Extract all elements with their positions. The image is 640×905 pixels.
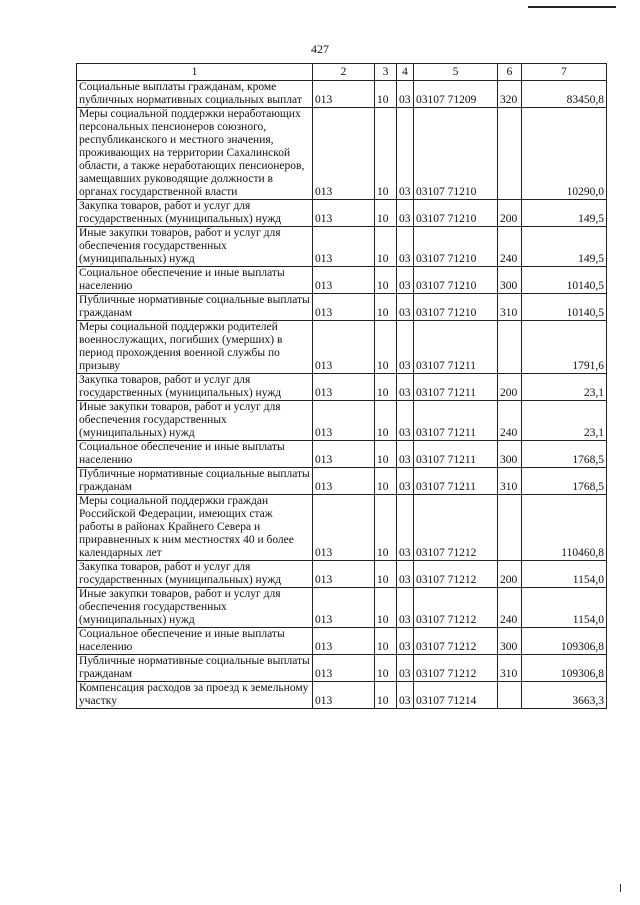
cell-col-5: 03107 71212 <box>414 588 498 628</box>
cell-col-2: 013 <box>313 588 375 628</box>
row-name-cell: Публичные нормативные социальные выплаты гражданам <box>77 655 313 682</box>
cell-col-6 <box>498 321 522 374</box>
cell-col-6: 240 <box>498 588 522 628</box>
column-header-2: 2 <box>313 64 375 81</box>
cell-col-5: 03107 71210 <box>414 227 498 267</box>
cell-col-4: 03 <box>397 81 414 108</box>
table-row <box>77 108 607 200</box>
row-name-cell: Компенсация расходов за проезд к земельному участку <box>77 682 313 709</box>
cell-col-7: 10140,5 <box>522 267 607 294</box>
cell-col-6: 310 <box>498 468 522 495</box>
row-name-cell: Социальное обеспечение и иные выплаты населению <box>77 267 313 294</box>
cell-col-5: 03107 71211 <box>414 401 498 441</box>
cell-col-2: 013 <box>313 321 375 374</box>
column-header-7: 7 <box>522 64 607 81</box>
row-name-cell: Публичные нормативные социальные выплаты гражданам <box>77 294 313 321</box>
table-row <box>77 588 607 628</box>
cell-col-4: 03 <box>397 468 414 495</box>
margin-tick <box>620 884 621 892</box>
budget-table-container <box>76 63 607 709</box>
cell-col-6 <box>498 682 522 709</box>
cell-col-7: 10290,0 <box>522 108 607 200</box>
cell-col-4: 03 <box>397 628 414 655</box>
cell-col-4: 03 <box>397 321 414 374</box>
cell-col-2: 013 <box>313 81 375 108</box>
table-row <box>77 655 607 682</box>
cell-col-7: 23,1 <box>522 401 607 441</box>
cell-col-4: 03 <box>397 682 414 709</box>
cell-col-2: 013 <box>313 200 375 227</box>
table-row <box>77 267 607 294</box>
row-name-cell: Иные закупки товаров, работ и услуг для обеспечения государственных (муниципальных) нужд <box>77 227 313 267</box>
cell-col-2: 013 <box>313 468 375 495</box>
cell-col-6: 300 <box>498 628 522 655</box>
cell-col-7: 149,5 <box>522 227 607 267</box>
cell-col-6: 300 <box>498 441 522 468</box>
cell-col-6: 240 <box>498 227 522 267</box>
cell-col-3: 10 <box>375 294 397 321</box>
cell-col-7: 1154,0 <box>522 588 607 628</box>
cell-col-5: 03107 71212 <box>414 628 498 655</box>
cell-col-5: 03107 71210 <box>414 200 498 227</box>
cell-col-4: 03 <box>397 441 414 468</box>
cell-col-4: 03 <box>397 401 414 441</box>
cell-col-3: 10 <box>375 401 397 441</box>
cell-col-3: 10 <box>375 441 397 468</box>
table-row <box>77 682 607 709</box>
column-header-4: 4 <box>397 64 414 81</box>
cell-col-3: 10 <box>375 81 397 108</box>
row-name-cell: Социальное обеспечение и иные выплаты населению <box>77 628 313 655</box>
cell-col-4: 03 <box>397 374 414 401</box>
row-name-cell: Меры социальной поддержки граждан Российской Федерации, имеющих стаж работы в районах Крайнего Севера и приравненных к ним местностях 40 и более календарных лет <box>77 495 313 561</box>
cell-col-5: 03107 71212 <box>414 655 498 682</box>
cell-col-6: 310 <box>498 655 522 682</box>
cell-col-6: 200 <box>498 200 522 227</box>
cell-col-4: 03 <box>397 267 414 294</box>
cell-col-6: 240 <box>498 401 522 441</box>
row-name-cell: Публичные нормативные социальные выплаты гражданам <box>77 468 313 495</box>
cell-col-4: 03 <box>397 294 414 321</box>
cell-col-4: 03 <box>397 588 414 628</box>
cell-col-3: 10 <box>375 655 397 682</box>
cell-col-5: 03107 71210 <box>414 294 498 321</box>
cell-col-4: 03 <box>397 495 414 561</box>
cell-col-5: 03107 71210 <box>414 108 498 200</box>
column-header-5: 5 <box>414 64 498 81</box>
row-name-cell: Социальные выплаты гражданам, кроме публичных нормативных социальных выплат <box>77 81 313 108</box>
cell-col-5: 03107 71209 <box>414 81 498 108</box>
page-number: 427 <box>311 42 329 56</box>
table-row <box>77 374 607 401</box>
cell-col-2: 013 <box>313 267 375 294</box>
cell-col-6: 310 <box>498 294 522 321</box>
table-header-row <box>77 64 607 81</box>
cell-col-3: 10 <box>375 374 397 401</box>
cell-col-4: 03 <box>397 200 414 227</box>
cell-col-7: 1768,5 <box>522 441 607 468</box>
cell-col-3: 10 <box>375 561 397 588</box>
cell-col-5: 03107 71212 <box>414 495 498 561</box>
cell-col-6: 300 <box>498 267 522 294</box>
cell-col-2: 013 <box>313 227 375 267</box>
table-row <box>77 321 607 374</box>
table-row <box>77 81 607 108</box>
cell-col-7: 83450,8 <box>522 81 607 108</box>
cell-col-7: 1154,0 <box>522 561 607 588</box>
cell-col-5: 03107 71211 <box>414 321 498 374</box>
column-header-6: 6 <box>498 64 522 81</box>
row-name-cell: Закупка товаров, работ и услуг для государственных (муниципальных) нужд <box>77 374 313 401</box>
row-name-cell: Меры социальной поддержки неработающих персональных пенсионеров союзного, республиканского и местного значения, проживающих на территории Сахалинской области, а также неработающих пенсионеров, замещавших руководящие должности в органах государственной власти <box>77 108 313 200</box>
cell-col-2: 013 <box>313 108 375 200</box>
cell-col-7: 110460,8 <box>522 495 607 561</box>
cell-col-3: 10 <box>375 495 397 561</box>
column-header-3: 3 <box>375 64 397 81</box>
cell-col-5: 03107 71212 <box>414 561 498 588</box>
cell-col-6: 320 <box>498 81 522 108</box>
cell-col-3: 10 <box>375 200 397 227</box>
cell-col-3: 10 <box>375 468 397 495</box>
cell-col-2: 013 <box>313 561 375 588</box>
row-name-cell: Закупка товаров, работ и услуг для государственных (муниципальных) нужд <box>77 561 313 588</box>
row-name-cell: Иные закупки товаров, работ и услуг для обеспечения государственных (муниципальных) нужд <box>77 401 313 441</box>
cell-col-2: 013 <box>313 628 375 655</box>
cell-col-2: 013 <box>313 682 375 709</box>
cell-col-7: 1768,5 <box>522 468 607 495</box>
cell-col-5: 03107 71211 <box>414 374 498 401</box>
cell-col-6: 200 <box>498 374 522 401</box>
cell-col-7: 109306,8 <box>522 655 607 682</box>
cell-col-7: 109306,8 <box>522 628 607 655</box>
cell-col-3: 10 <box>375 227 397 267</box>
cell-col-4: 03 <box>397 227 414 267</box>
cell-col-6 <box>498 108 522 200</box>
cell-col-5: 03107 71214 <box>414 682 498 709</box>
table-row <box>77 468 607 495</box>
cell-col-6 <box>498 495 522 561</box>
table-row <box>77 200 607 227</box>
cell-col-2: 013 <box>313 374 375 401</box>
cell-col-7: 10140,5 <box>522 294 607 321</box>
cell-col-2: 013 <box>313 294 375 321</box>
cell-col-4: 03 <box>397 561 414 588</box>
row-name-cell: Закупка товаров, работ и услуг для государственных (муниципальных) нужд <box>77 200 313 227</box>
top-edge-mark <box>528 0 616 8</box>
table-row <box>77 401 607 441</box>
row-name-cell: Социальное обеспечение и иные выплаты населению <box>77 441 313 468</box>
cell-col-4: 03 <box>397 108 414 200</box>
cell-col-3: 10 <box>375 588 397 628</box>
table-row <box>77 628 607 655</box>
cell-col-3: 10 <box>375 321 397 374</box>
cell-col-5: 03107 71211 <box>414 441 498 468</box>
cell-col-3: 10 <box>375 682 397 709</box>
cell-col-7: 149,5 <box>522 200 607 227</box>
table-row <box>77 294 607 321</box>
table-row <box>77 561 607 588</box>
budget-table <box>76 63 607 709</box>
cell-col-2: 013 <box>313 655 375 682</box>
cell-col-2: 013 <box>313 495 375 561</box>
cell-col-5: 03107 71210 <box>414 267 498 294</box>
cell-col-7: 3663,3 <box>522 682 607 709</box>
row-name-cell: Иные закупки товаров, работ и услуг для обеспечения государственных (муниципальных) нужд <box>77 588 313 628</box>
cell-col-3: 10 <box>375 108 397 200</box>
table-body <box>77 81 607 709</box>
cell-col-5: 03107 71211 <box>414 468 498 495</box>
cell-col-6: 200 <box>498 561 522 588</box>
table-row <box>77 441 607 468</box>
cell-col-2: 013 <box>313 441 375 468</box>
cell-col-7: 23,1 <box>522 374 607 401</box>
column-header-1: 1 <box>77 64 313 81</box>
cell-col-3: 10 <box>375 628 397 655</box>
cell-col-4: 03 <box>397 655 414 682</box>
table-row <box>77 227 607 267</box>
row-name-cell: Меры социальной поддержки родителей военнослужащих, погибших (умерших) в период прохождения военной службы по призыву <box>77 321 313 374</box>
cell-col-2: 013 <box>313 401 375 441</box>
cell-col-7: 1791,6 <box>522 321 607 374</box>
cell-col-3: 10 <box>375 267 397 294</box>
table-row <box>77 495 607 561</box>
